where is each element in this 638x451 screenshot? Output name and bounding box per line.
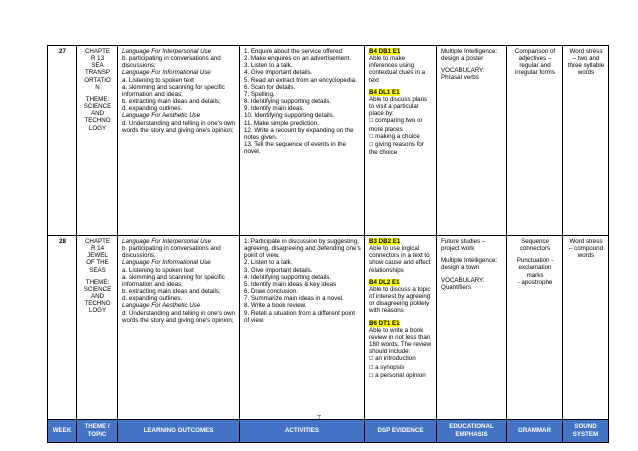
- text-line: VOCABULARY: Quantifiers: [441, 276, 485, 291]
- text-line: TECHNO: [84, 300, 111, 308]
- checkbox-icon: ☐: [369, 364, 376, 371]
- checklist-text: a personal opinion: [375, 371, 426, 379]
- dsp-text: Able to make inferences using contextual clues in a text: [369, 55, 426, 84]
- text-line: OF THE: [86, 259, 109, 267]
- activity-item: 3. Give important details.: [244, 266, 313, 274]
- outcome-item: a. Listening to spoken text: [122, 266, 194, 274]
- week-row: [48, 46, 609, 236]
- activity-item: 5. Identify main ideas & key ideas: [244, 280, 337, 288]
- outcome-item: b. participating in conversations and discussions;: [122, 55, 221, 70]
- activity-item: 10. Identifying supporting details.: [244, 112, 335, 120]
- activity-item: 2. Make enquires on an advertisement.: [244, 55, 351, 63]
- week-row: [48, 236, 609, 420]
- dsp-text: Able to discuss plans to visit a particular place by:: [369, 95, 428, 118]
- week-number: 28: [48, 236, 77, 420]
- checklist-item: [369, 133, 433, 141]
- text-line: R 14: [90, 245, 105, 253]
- text-line: ORTATIO: [84, 76, 111, 84]
- header-activities: ACTIVITIES: [240, 420, 365, 443]
- dsp-text: Able to write a book review in not less than 180 words. The review should include:: [369, 326, 432, 356]
- checklist-text: comparing two or more places: [369, 117, 423, 133]
- activity-item: 7. Summarize main ideas in a novel.: [244, 295, 344, 303]
- text-line: TRANSP: [84, 69, 111, 77]
- checklist-item: [369, 141, 433, 156]
- checklist-item: [369, 364, 433, 372]
- text-line: SCIENCE: [83, 285, 112, 293]
- grammar-cell: [507, 236, 563, 420]
- activity-item: 3. Listen to a talk.: [244, 62, 293, 70]
- text-line: SEA: [91, 62, 104, 70]
- text-line: R 13: [90, 55, 105, 63]
- dsp-code-highlight: B3 DB2 E1: [369, 238, 401, 245]
- activity-item: 13. Tell the sequence of events in the novel.: [244, 141, 347, 156]
- checklist-text: giving reasons for the choice: [369, 140, 424, 157]
- activity-item: 1. Enquire about the service offered.: [244, 48, 344, 55]
- theme-topic-cell: [77, 236, 118, 420]
- text-line: AND: [90, 293, 105, 301]
- outcome-item: b. participating in conversations and discussions;: [122, 245, 221, 260]
- outcome-item: a. Listening to spoken text: [122, 76, 194, 84]
- header-week: WEEK: [48, 420, 77, 443]
- checkbox-icon: ☐: [369, 356, 376, 363]
- sound-system-cell: Word stress – two and three syllable words: [563, 46, 609, 236]
- text-line: VOCABULARY: Phrasal verbs: [441, 67, 485, 82]
- outcome-heading: Language For Informational Use: [122, 69, 211, 77]
- activity-item: 8. Write a book review.: [244, 302, 307, 310]
- dsp-code-highlight: B4 DB1 E1: [369, 48, 401, 55]
- checkbox-icon: ☐: [369, 141, 376, 148]
- text-line: LOGY: [88, 307, 107, 315]
- checklist-item: [369, 355, 433, 363]
- theme-topic-cell: [77, 46, 118, 236]
- activity-item: 2. Listen to a talk.: [244, 259, 293, 267]
- dsp-block: [369, 320, 433, 380]
- educational-emphasis-cell: [437, 46, 507, 236]
- outcome-item: d. Understanding and telling in one's own words the story and giving one's opinion;: [122, 309, 235, 324]
- educational-emphasis-cell: [437, 236, 507, 420]
- text-line: LOGY: [88, 124, 107, 132]
- outcome-heading: Language For Aesthetic Use: [122, 302, 201, 310]
- text-line: TECHNO: [84, 117, 111, 125]
- text-line: SEAS: [89, 266, 106, 274]
- header-educational-emphasis: EDUCATIONAL EMPHASIS: [437, 420, 507, 443]
- text-line: - apostrophe: [517, 278, 553, 286]
- dsp-block: [369, 89, 433, 156]
- checklist-text: making a choice: [375, 132, 420, 140]
- outcome-item: d. expanding outlines.: [122, 295, 183, 303]
- grammar-cell: Comparison of adjectives – regular and irregular forms: [507, 46, 563, 236]
- text-line: N: [95, 83, 100, 91]
- dsp-code-highlight: B6 DT1 E1: [369, 319, 400, 327]
- outcome-heading: Language For Aesthetic Use: [122, 112, 201, 120]
- dsp-text: Able to use logical connectors in a text to show cause and effect relationships: [369, 245, 431, 274]
- activity-item: 4. Give important details.: [244, 69, 313, 77]
- outcome-heading: Language For Interpersonal Use: [122, 48, 212, 55]
- dsp-code-highlight: B4 DL2 E1: [369, 278, 400, 286]
- activities-cell: [240, 46, 365, 236]
- outcome-item: b. extracting main ideas and details;: [122, 98, 221, 106]
- activity-item: 6. Scan for details.: [244, 83, 296, 91]
- text-line: Future studies – project work: [441, 238, 486, 253]
- checkbox-icon: ☐: [369, 372, 376, 379]
- dsp-code-line: [369, 238, 433, 245]
- header-learning-outcomes: LEARNING OUTCOMES: [118, 420, 240, 443]
- outcome-item: d. expanding outlines.: [122, 105, 183, 113]
- checklist-text: an introduction: [375, 355, 416, 363]
- header-sound-system: SOUND SYSTEM: [563, 420, 609, 443]
- dsp-text: Able to discuss a topic of interest by agreeing or disagreeing politely with reasons: [369, 285, 431, 315]
- header-theme-topic: THEME / TOPIC: [77, 420, 118, 443]
- dsp-code-line: [369, 48, 433, 55]
- text-line: CHAPTE: [84, 238, 111, 245]
- text-line: SCIENCE: [83, 103, 112, 111]
- sound-system-cell: Word stress – compound words: [563, 236, 609, 420]
- table-header-footer-row: [48, 420, 609, 443]
- dsp-code-line: [369, 320, 433, 327]
- activities-cell: [240, 236, 365, 420]
- activity-item: 11. Make simple prediction.: [244, 119, 319, 127]
- scheme-of-work-table: [47, 45, 609, 443]
- dsp-block: [369, 279, 433, 315]
- text-line: THEME:: [85, 278, 110, 286]
- text-line: Multiple Intelligence: design a poster: [441, 48, 498, 63]
- learning-outcomes-cell: [118, 236, 240, 420]
- week-number: 27: [48, 46, 77, 236]
- checklist-item: [369, 372, 433, 380]
- dsp-evidence-cell: [365, 46, 437, 236]
- activity-item: 8. Identifying supporting details.: [244, 98, 332, 106]
- outcome-item: d. Understanding and telling in one's own words the story and giving one's opinion;: [122, 119, 235, 134]
- activity-item: 12. Write a recount by expanding on the notes given.: [244, 126, 354, 141]
- checklist-item: [369, 117, 433, 132]
- learning-outcomes-cell: [118, 46, 240, 236]
- header-dsp-evidence: DSP EVIDENCE: [365, 420, 437, 443]
- activity-item: 5. Read an extract from an encyclopedia.: [244, 76, 357, 84]
- dsp-code-highlight: B4 DL1 E1: [369, 88, 400, 96]
- dsp-block: [369, 238, 433, 274]
- outcome-heading: Language For Interpersonal Use: [122, 238, 212, 245]
- activity-item: 4. Identifying supporting details.: [244, 273, 332, 281]
- header-grammar: GRAMMAR: [507, 420, 563, 443]
- activity-item: 9. Retell a situation from a different point of view.: [244, 309, 355, 324]
- dsp-block: [369, 48, 433, 84]
- outcome-item: a. skimming and scanning for specific information and ideas;: [122, 273, 225, 288]
- activity-item: 6. Draw conclusion.: [244, 288, 298, 296]
- activity-item: 1. Participate in discussion by suggesting, agreeing, disagreeing and defending one's point of view.: [244, 238, 361, 260]
- text-line: Sequence connectors: [519, 238, 551, 253]
- outcome-item: b. extracting main ideas and details;: [122, 288, 221, 296]
- text-line: THEME:: [85, 95, 110, 103]
- text-line: JEWEL: [87, 252, 108, 260]
- text-line: Multiple Intelligence: design a town: [441, 257, 498, 272]
- dsp-code-line: [369, 279, 433, 286]
- page-number: 7: [317, 413, 321, 422]
- text-line: AND: [90, 110, 105, 118]
- outcome-item: a. skimming and scanning for specific information and ideas;: [122, 83, 225, 98]
- checkbox-icon: ☐: [369, 133, 376, 140]
- text-line: CHAPTE: [84, 48, 111, 55]
- dsp-code-line: [369, 89, 433, 96]
- activity-item: 7. Spelling.: [244, 90, 275, 98]
- checkbox-icon: ☐: [369, 118, 376, 125]
- dsp-evidence-cell: [365, 236, 437, 420]
- outcome-heading: Language For Informational Use: [122, 259, 211, 267]
- checklist-text: a synopsis: [375, 363, 405, 371]
- activity-item: 9. Identify main ideas.: [244, 105, 305, 113]
- text-line: Punctuation -exclamation marks: [516, 257, 554, 279]
